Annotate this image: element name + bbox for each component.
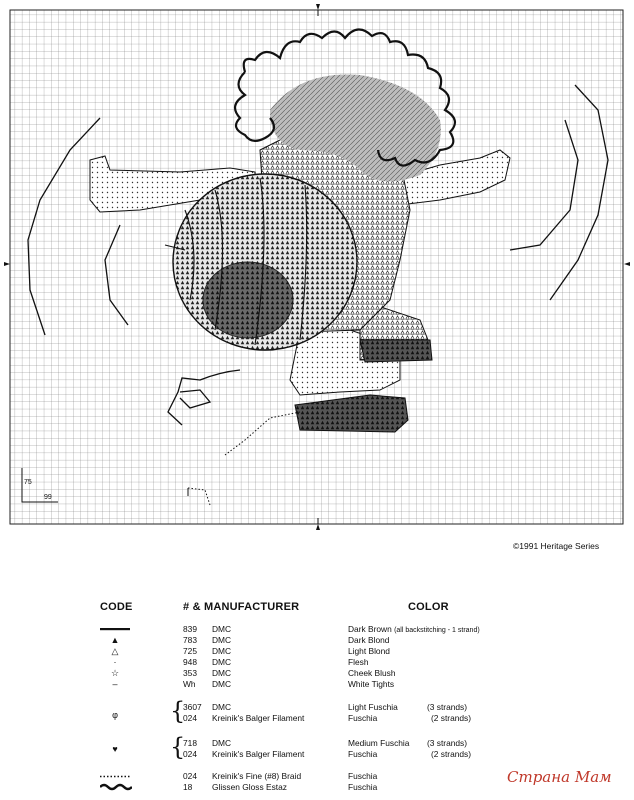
color-name: Fuschia [348,782,378,792]
dot-icon: · [113,657,117,667]
heart-icon: ♥ [112,744,118,754]
manufacturer: DMC [212,668,232,678]
phi-icon: φ [112,710,118,720]
floss-number: 725 [183,646,197,656]
header-manufacturer: # & MANUFACTURER [183,601,300,613]
manufacturer: Kreinik's Balger Filament [212,713,305,723]
wavy-line-icon [100,783,132,791]
legend-row [0,657,634,668]
manufacturer: DMC [212,679,232,689]
manufacturer: DMC [212,635,232,645]
brace-icon: { [170,733,186,761]
floss-number: 783 [183,635,197,645]
brace-icon: { [170,697,186,725]
legend-row [0,646,634,657]
floss-number: 718 [183,738,197,748]
floss-number: 353 [183,668,197,678]
legend-row [0,668,634,679]
tutu-inner [203,262,293,338]
floss-number: 3607 [183,702,202,712]
color-name: Fuschia [348,771,378,781]
legend-row [0,679,634,690]
floss-number: 18 [183,782,193,792]
shoe-right [360,340,432,362]
color-name: Flesh [348,657,369,667]
outline-triangle-icon: △ [111,646,119,656]
legend-row [0,713,634,724]
header-code: CODE [100,601,133,613]
strand-count: (3 strands) [427,738,468,748]
filled-triangle-icon: ▲ [110,635,120,645]
dotted-line-icon [100,774,130,779]
grid-label-v: 75 [24,479,32,486]
manufacturer: DMC [212,657,232,667]
legend-row [0,749,634,760]
strand-count: (2 strands) [431,749,472,759]
color-name: Light Fuschia [348,702,398,712]
color-name: White Tights [348,679,395,689]
color-name: Medium Fuschia [348,738,410,748]
manufacturer: DMC [212,738,232,748]
manufacturer: Kreinik's Fine (#8) Braid [212,771,302,781]
floss-number: 839 [183,624,197,634]
manufacturer: Kreinik's Balger Filament [212,749,305,759]
manufacturer: DMC [212,624,232,634]
backstitch-line-icon [100,626,130,632]
color-name: Fuschia [348,749,378,759]
strand-count: (3 strands) [427,702,468,712]
floss-number: 948 [183,657,197,667]
floss-number: 024 [183,713,197,723]
floss-number: 024 [183,749,197,759]
header-color: COLOR [408,601,449,613]
floss-number: Wh [183,679,196,689]
manufacturer: DMC [212,702,232,712]
dash-icon: – [112,679,118,689]
legend-row [0,624,634,635]
watermark-logo: Страна Мам [507,768,612,786]
star-icon: ☆ [110,668,120,678]
manufacturer: DMC [212,646,232,656]
color-name: Dark Blond [348,635,390,645]
copyright-text: ©1991 Heritage Series [513,541,600,551]
color-name: Dark Brown (all backstitching - 1 strand) [348,624,480,634]
manufacturer: Glissen Gloss Estaz [212,782,287,792]
grid-label-h: 99 [44,494,52,501]
color-note: (all backstitching - 1 strand) [394,627,480,634]
legend-row [0,635,634,646]
color-name: Light Blond [348,646,390,656]
floss-number: 024 [183,771,197,781]
strand-count: (2 strands) [431,713,472,723]
color-name: Fuschia [348,713,378,723]
color-name: Cheek Blush [348,668,396,678]
